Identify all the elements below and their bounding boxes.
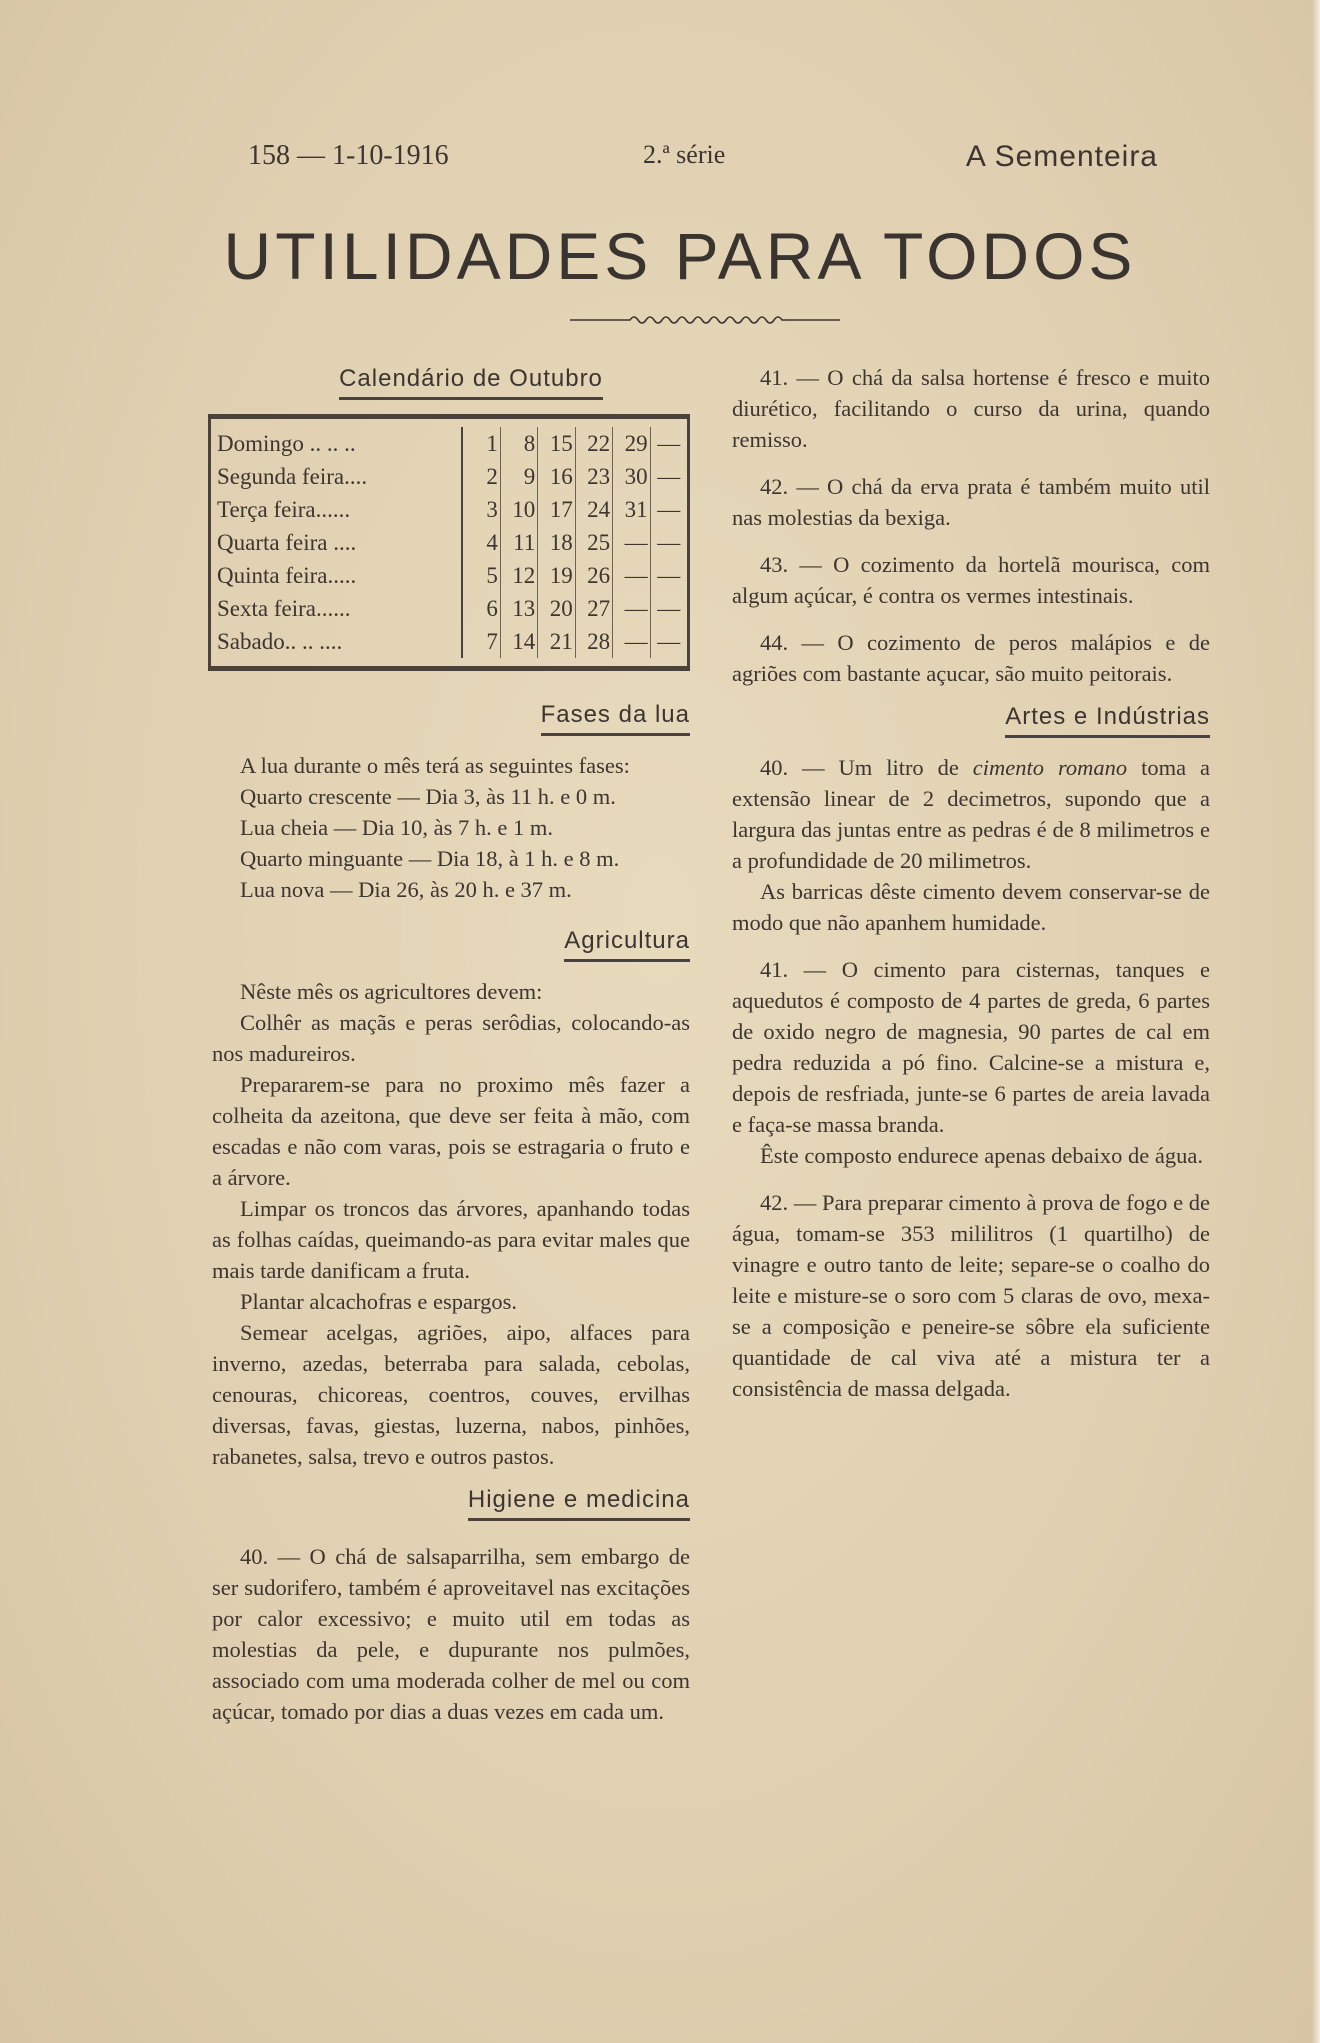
calendar-date: 16 bbox=[538, 460, 575, 493]
calendar-row bbox=[211, 427, 687, 460]
calendar-date: 19 bbox=[538, 559, 575, 592]
publication-name: A Sementeira bbox=[965, 140, 1158, 173]
calendar-date: — bbox=[657, 529, 681, 555]
fases-heading: Fases da lua bbox=[212, 701, 690, 736]
calendar-date: 20 bbox=[538, 592, 575, 625]
calendar-date: 14 bbox=[500, 625, 537, 658]
right-column bbox=[732, 362, 1210, 1404]
calendar-date: 18 bbox=[538, 526, 575, 559]
calendar-date: 28 bbox=[575, 625, 612, 658]
wavy-divider bbox=[570, 312, 840, 326]
fases-paragraph: Quarto minguante — Dia 18, à 1 h. e 8 m. bbox=[240, 846, 620, 871]
calendar-date: 27 bbox=[575, 592, 612, 625]
artes-paragraph: Êste composto endurece apenas debaixo de água. bbox=[760, 1143, 1203, 1168]
calendar-date: 25 bbox=[575, 526, 612, 559]
calendar-date: 23 bbox=[575, 460, 612, 493]
calendar-day: Quarta feira .... bbox=[211, 526, 462, 559]
calendar-date: 15 bbox=[538, 427, 575, 460]
calendar-date: — bbox=[613, 526, 650, 559]
calendar-date: — bbox=[657, 496, 681, 522]
calendar-date: 29 bbox=[613, 427, 650, 460]
calendar-date: 24 bbox=[575, 493, 612, 526]
artes-heading: Artes e Indústrias bbox=[732, 703, 1210, 738]
artes-paragraph: 42. — Para preparar cimento à prova de fogo e de água, tomam-se 353 mililitros (1 quartilho) de vinagre e outro tanto de leite; separe-se o coalho do leite e misture-se o soro com 5 claras de ovo, mexa-se a composição e peneire-se sôbre ela suficiente quantidade de cal viva até a mistura ter a consistência de massa delgada. bbox=[732, 1190, 1210, 1401]
calendar-date: — bbox=[613, 625, 650, 658]
higiene-paragraph: 40. — O chá de salsaparrilha, sem embargo de ser sudorifero, também é aproveitavel nas excitações por calor excessivo; e muito util em todas as molestias da pele, e dupurante nos pulmões, associado com uma moderada colher de mel ou com açúcar, tomado por dias a duas vezes em cada um. bbox=[212, 1544, 690, 1724]
agricultura-paragraph: Limpar os troncos das árvores, apanhando todas as folhas caídas, queimando-as para evitar males que mais tarde danificam a fruta. bbox=[212, 1196, 690, 1283]
paragraph-gap bbox=[732, 611, 1210, 627]
calendar-date: 22 bbox=[575, 427, 612, 460]
calendar-row bbox=[211, 559, 687, 592]
calendar-date: 30 bbox=[613, 460, 650, 493]
calendar-date: 1 bbox=[462, 427, 500, 460]
higiene-continued bbox=[732, 362, 1210, 689]
calendar-date: — bbox=[657, 595, 681, 621]
higiene-paragraph: 43. — O cozimento da hortelã mourisca, com algum açúcar, é contra os vermes intestinais. bbox=[732, 552, 1210, 608]
calendar-date: 7 bbox=[462, 625, 500, 658]
agricultura-paragraph: Colhêr as maçãs e peras serôdias, colocando-as nos madureiros. bbox=[212, 1010, 690, 1066]
page-header bbox=[248, 140, 1158, 180]
calendar-date: 26 bbox=[575, 559, 612, 592]
higiene-paragraph: 41. — O chá da salsa hortense é fresco e muito diurético, facilitando o curso da urina, quando remisso. bbox=[732, 365, 1210, 452]
calendar-day: Terça feira...... bbox=[211, 493, 462, 526]
calendar-date: 21 bbox=[538, 625, 575, 658]
paragraph-gap bbox=[732, 455, 1210, 471]
calendar-date: — bbox=[613, 592, 650, 625]
calendar-date: 13 bbox=[500, 592, 537, 625]
fases-text bbox=[212, 750, 690, 905]
left-column bbox=[212, 365, 690, 1727]
calendar-day: Quinta feira..... bbox=[211, 559, 462, 592]
calendar-date: 31 bbox=[613, 493, 650, 526]
calendar-date: 17 bbox=[538, 493, 575, 526]
artes-paragraph: As barricas dêste cimento devem conservar-se de modo que não apanhem humidade. bbox=[732, 879, 1210, 935]
calendar-date: 9 bbox=[500, 460, 537, 493]
agricultura-heading: Agricultura bbox=[212, 927, 690, 962]
calendar-row bbox=[211, 493, 687, 526]
calendar-date: 4 bbox=[462, 526, 500, 559]
artes-text bbox=[732, 876, 1210, 1404]
calendar-row bbox=[211, 526, 687, 559]
calendar-date: 11 bbox=[500, 526, 537, 559]
higiene-heading: Higiene e medicina bbox=[212, 1486, 690, 1521]
fases-paragraph: Quarto crescente — Dia 3, às 11 h. e 0 m. bbox=[240, 784, 616, 809]
calendar-day: Sexta feira...... bbox=[211, 592, 462, 625]
calendar-date: — bbox=[657, 463, 681, 489]
calendar-table bbox=[208, 414, 690, 671]
calendar-date: — bbox=[657, 562, 681, 588]
calendar-row bbox=[211, 592, 687, 625]
calendar-row bbox=[211, 625, 687, 658]
calendar-date: — bbox=[657, 628, 681, 654]
calendar-date: 6 bbox=[462, 592, 500, 625]
fases-paragraph: A lua durante o mês terá as seguintes fases: bbox=[240, 753, 630, 778]
calendar-day: Sabado.. .. .... bbox=[211, 625, 462, 658]
page-edge bbox=[1312, 0, 1320, 2043]
artes-paragraph: 40. — Um litro de cimento romano toma a extensão linear de 2 decimetros, supondo que a largura das juntas entre as pedras é de 8 milimetros e a profundidade de 20 milimetros. bbox=[732, 755, 1210, 873]
calendar-date: 12 bbox=[500, 559, 537, 592]
fases-paragraph: Lua cheia — Dia 10, às 7 h. e 1 m. bbox=[240, 815, 554, 840]
calendar-day: Segunda feira.... bbox=[211, 460, 462, 493]
calendar-date: 5 bbox=[462, 559, 500, 592]
agricultura-paragraph: Semear acelgas, agriões, aipo, alfaces para inverno, azedas, beterraba para salada, cebolas, cenouras, chicoreas, coentros, couves, ervilhas diversas, favas, giestas, luzerna, nabos, pinhões, rabanetes, salsa, trevo e outros pastos. bbox=[212, 1320, 690, 1469]
higiene-paragraph: 42. — O chá da erva prata é também muito util nas molestias da bexiga. bbox=[732, 474, 1210, 530]
calendar-date: 2 bbox=[462, 460, 500, 493]
page-number-date: 158 — 1-10-1916 bbox=[248, 140, 449, 171]
paragraph-gap bbox=[732, 533, 1210, 549]
agricultura-text bbox=[212, 976, 690, 1472]
calendar-row bbox=[211, 460, 687, 493]
agricultura-paragraph: Prepararem-se para no proximo mês fazer a colheita da azeitona, que deve ser feita à mão, com escadas e não com varas, pois se estragaria o fruto e a árvore. bbox=[212, 1072, 690, 1190]
artes-paragraph: 41. — O cimento para cisternas, tanques e aquedutos é composto de 4 partes de greda, 6 partes de oxido negro de magnesia, 90 partes de cal em pedra reduzida a pó fino. Calcine-se a mistura e, depois de resfriada, junte-se 6 partes de areia lavada e faça-se massa branda. bbox=[732, 957, 1210, 1137]
page-title: UTILIDADES PARA TODOS bbox=[223, 219, 1137, 293]
calendar-day: Domingo .. .. .. bbox=[211, 427, 462, 460]
calendar-heading: Calendário de Outubro bbox=[212, 365, 690, 400]
calendar-date: — bbox=[613, 559, 650, 592]
higiene-paragraph: 44. — O cozimento de peros malápios e de agriões com bastante açucar, são muito peitorais. bbox=[732, 630, 1210, 686]
calendar-date: 10 bbox=[500, 493, 537, 526]
agricultura-paragraph: Plantar alcachofras e espargos. bbox=[240, 1289, 517, 1314]
calendar-date: — bbox=[657, 430, 681, 456]
agricultura-paragraph: Nêste mês os agricultores devem: bbox=[240, 979, 543, 1004]
series-label: 2.ª série bbox=[643, 140, 726, 169]
calendar-date: 8 bbox=[500, 427, 537, 460]
calendar-date: 3 bbox=[462, 493, 500, 526]
fases-paragraph: Lua nova — Dia 26, às 20 h. e 37 m. bbox=[240, 877, 572, 902]
